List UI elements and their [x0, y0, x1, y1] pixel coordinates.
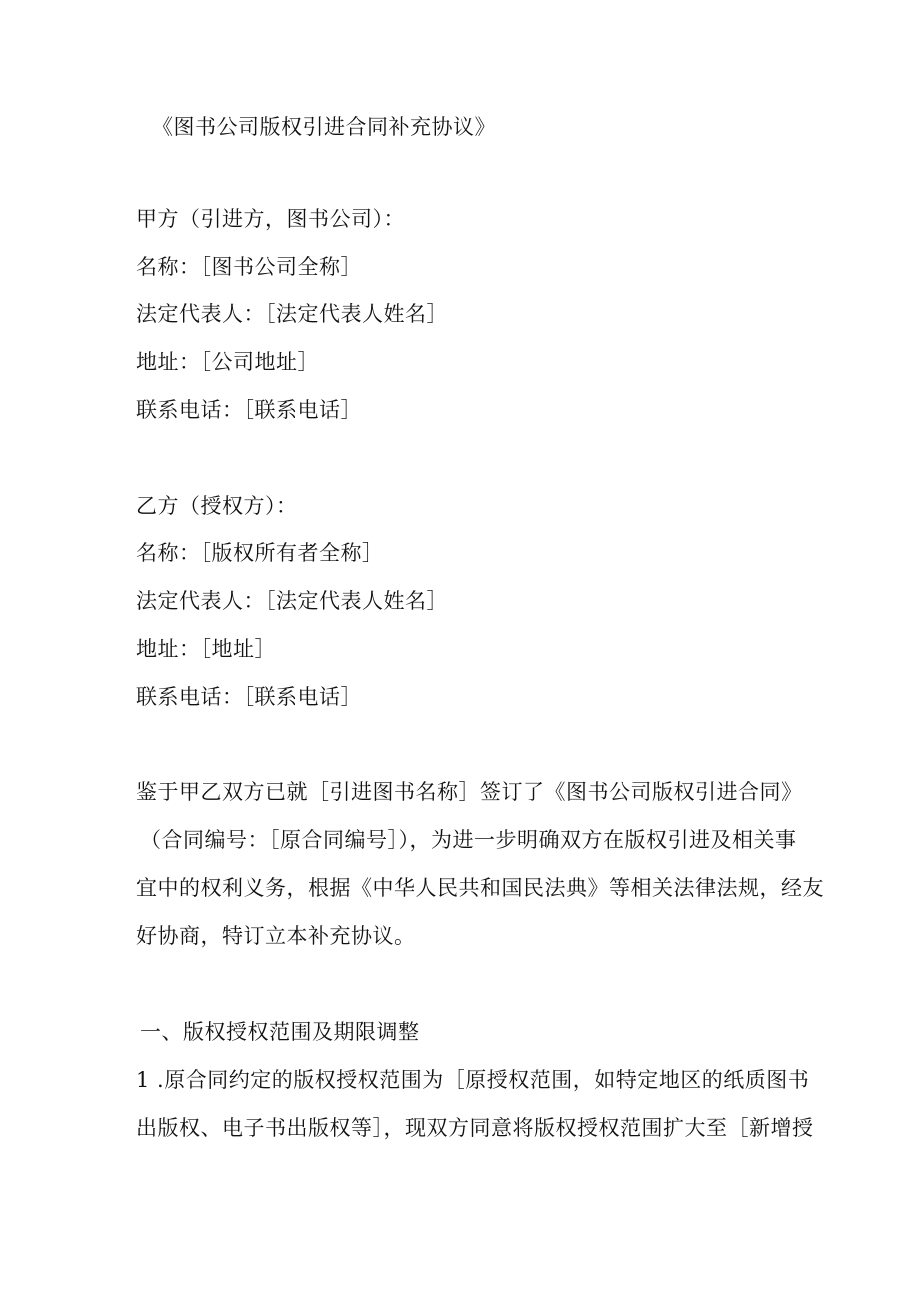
- party-a-representative: 法定代表人：［法定代表人姓名］: [136, 302, 448, 326]
- preamble-line-2: （合同编号：［原合同编号］），为进一步明确双方在版权引进及相关事: [140, 828, 797, 852]
- party-a-address: 地址：［公司地址］: [136, 350, 319, 374]
- preamble-line-1: 鉴于甲乙双方已就［引进图书名称］签订了《图书公司版权引进合同》: [136, 780, 803, 804]
- party-b-heading: 乙方（授权方）：: [136, 494, 298, 518]
- party-b-name: 名称：［版权所有者全称］: [136, 541, 384, 565]
- section-1-heading: 一、版权授权范围及期限调整: [140, 1020, 420, 1044]
- party-a-phone: 联系电话：［联系电话］: [136, 398, 362, 422]
- party-b-phone: 联系电话：［联系电话］: [136, 685, 362, 709]
- party-a-name: 名称：［图书公司全称］: [136, 255, 362, 279]
- party-b-address: 地址：［地址］: [136, 637, 276, 661]
- section-1-item-1-line-2: 出版权、电子书出版权等］，现双方同意将版权授权范围扩大至［新增授: [136, 1116, 814, 1140]
- preamble-line-3: 宜中的权利义务，根据《中华人民共和国民法典》等相关法律法规，经友: [136, 876, 824, 900]
- party-b-representative: 法定代表人：［法定代表人姓名］: [136, 589, 448, 613]
- document-title: 《图书公司版权引进合同补充协议》: [152, 115, 496, 139]
- section-1-item-1-line-1: 1 .原合同约定的版权授权范围为［原授权范围，如特定地区的纸质图书: [136, 1068, 810, 1092]
- preamble-line-4: 好协商，特订立本补充协议。: [136, 924, 416, 948]
- party-a-heading: 甲方（引进方，图书公司）：: [136, 207, 405, 231]
